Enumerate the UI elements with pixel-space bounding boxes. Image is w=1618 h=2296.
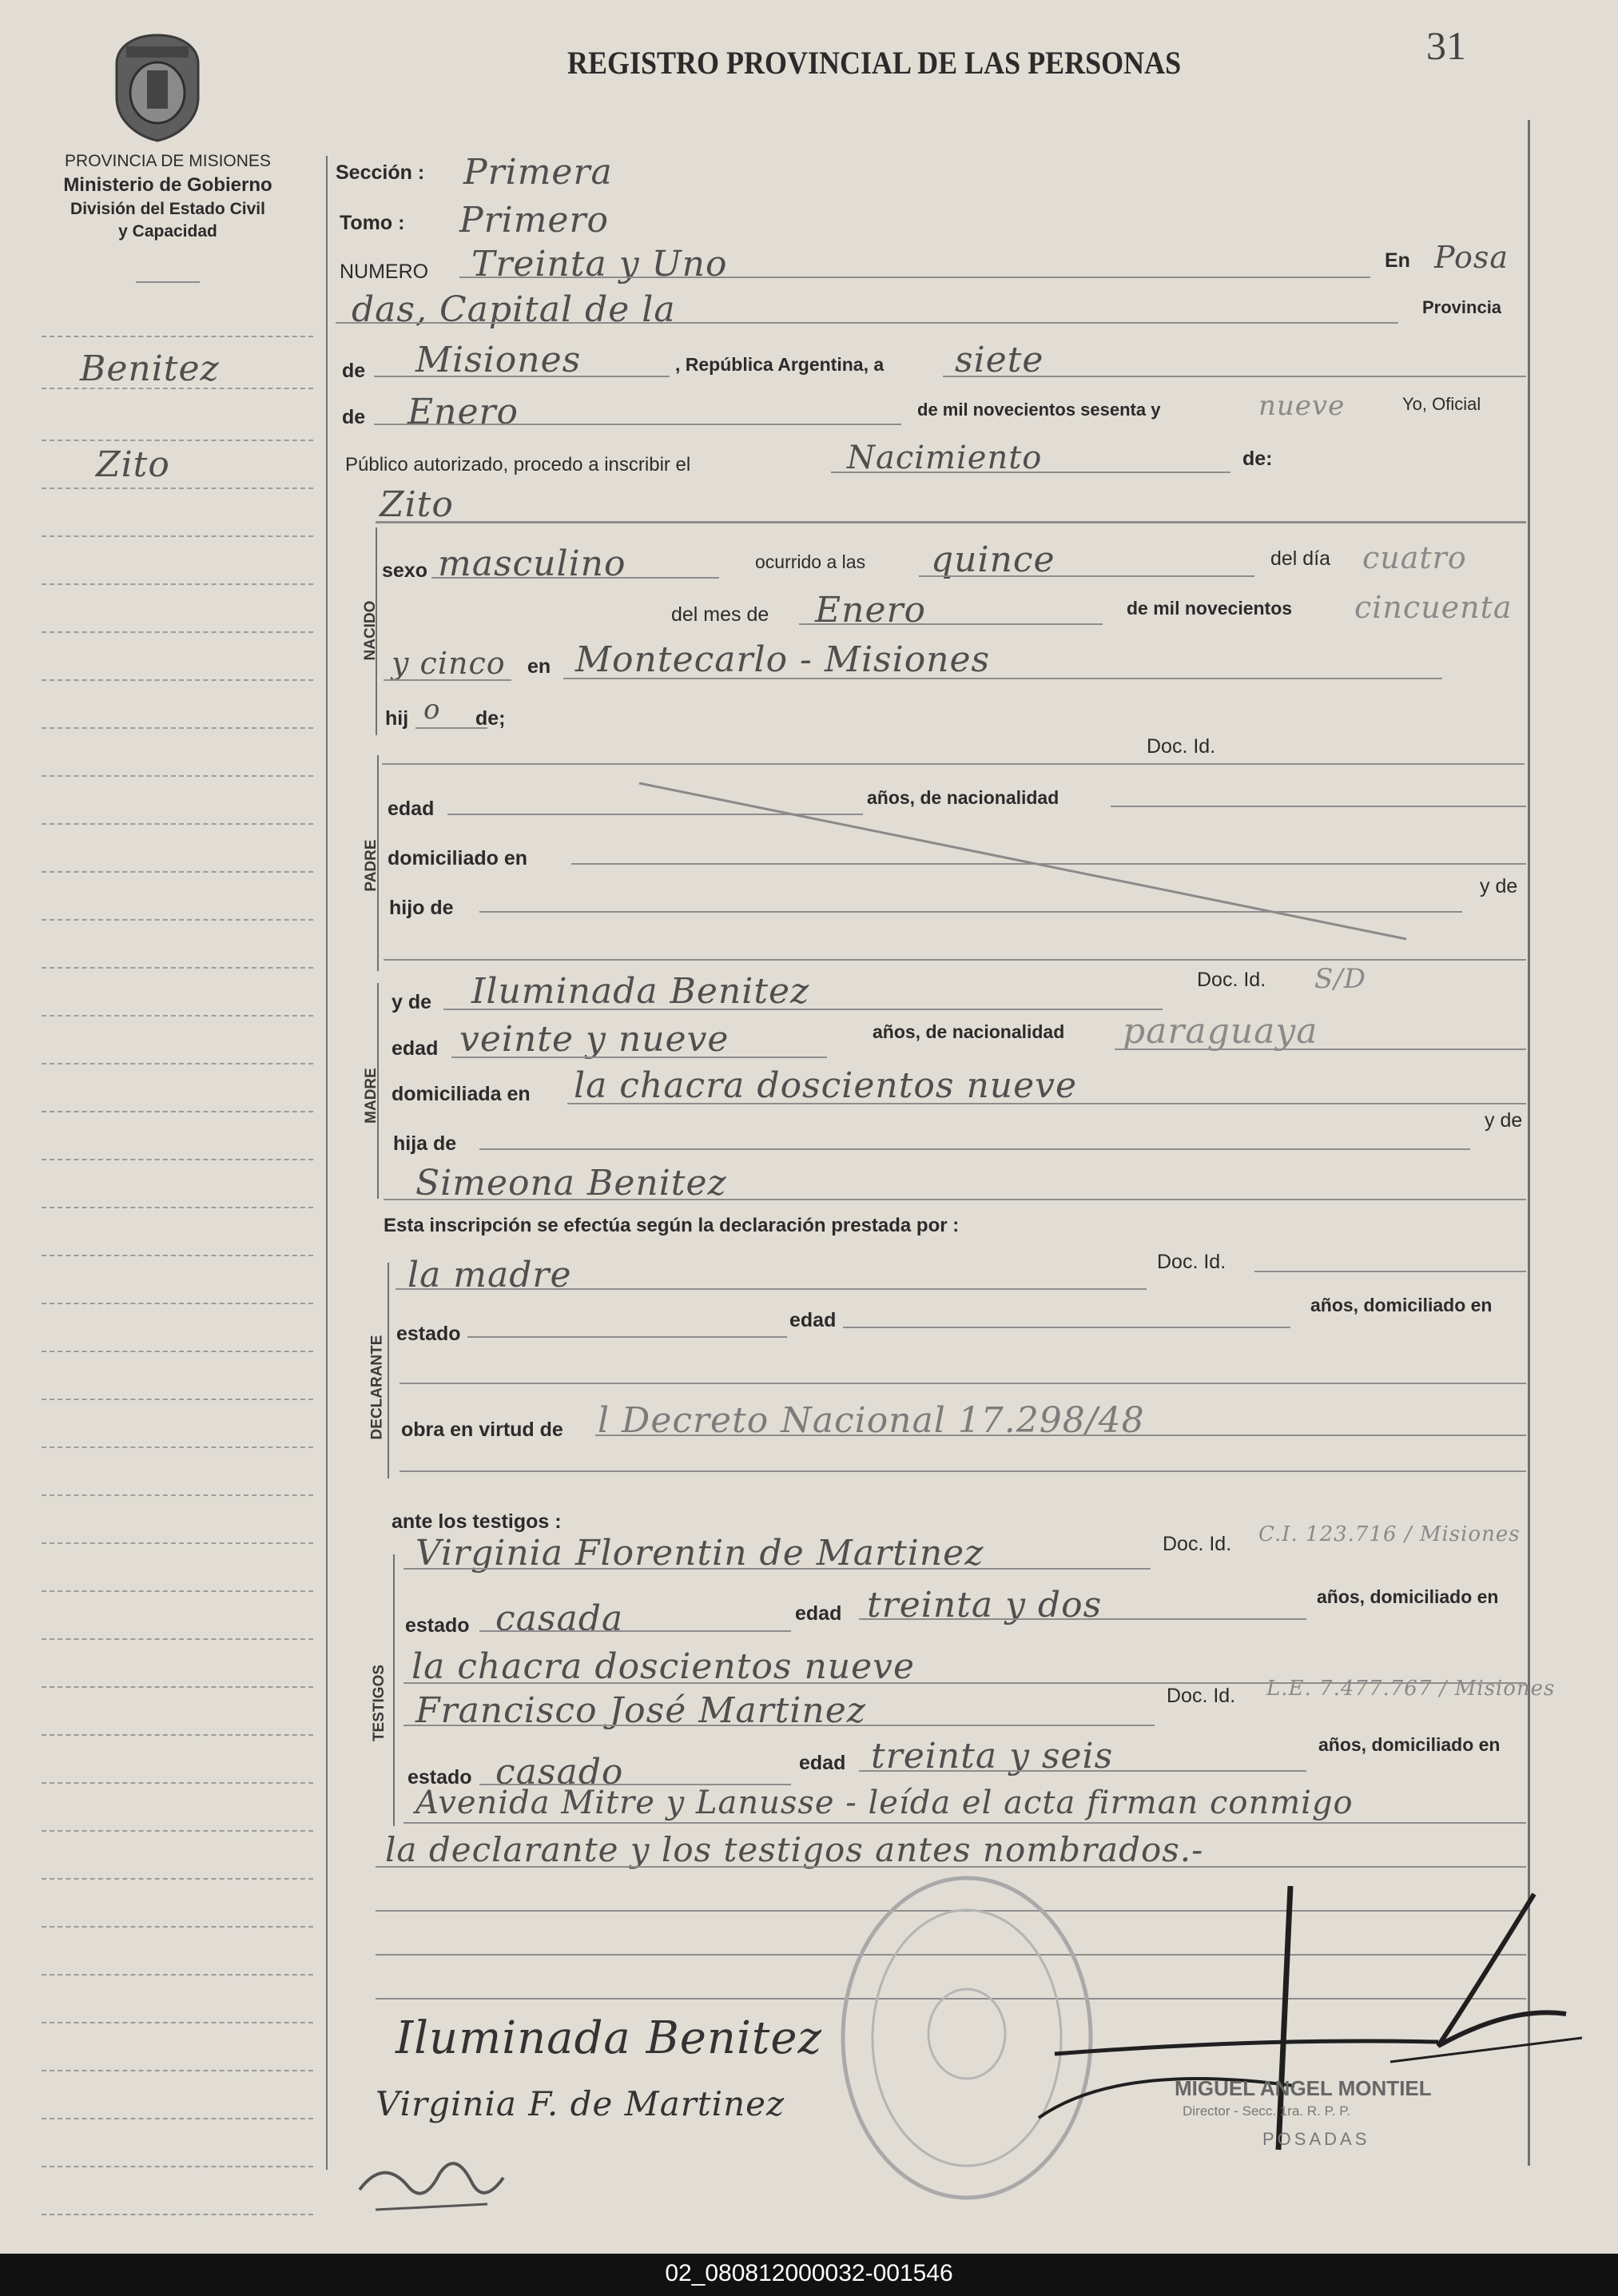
madre-dom-value: la chacra doscientos nueve bbox=[574, 1065, 1078, 1106]
nacido-dia-value: cuatro bbox=[1362, 540, 1467, 575]
nacido-mes-value: Enero bbox=[815, 590, 927, 631]
declarante-dom-label: años, domiciliado en bbox=[1310, 1295, 1493, 1315]
padre-dom-label: domiciliado en bbox=[388, 847, 528, 869]
coat-of-arms-seal bbox=[102, 30, 213, 144]
tomo-label: Tomo : bbox=[340, 212, 405, 234]
madre-hija-label: hija de bbox=[393, 1132, 457, 1155]
declarante-edad-label: edad bbox=[789, 1309, 837, 1331]
footer-bar bbox=[0, 2254, 1618, 2296]
org-line4: y Capacidad bbox=[118, 222, 217, 241]
mil-label: de mil novecientos bbox=[1127, 598, 1293, 619]
tomo-value: Primero bbox=[459, 200, 609, 241]
declarante-obra-value: l Decreto Nacional 17.298/48 bbox=[598, 1400, 1145, 1441]
line2-value: das, Capital de la bbox=[352, 289, 676, 330]
numero-value: Treinta y Uno bbox=[471, 244, 728, 285]
t2-dom-label: años, domiciliado en bbox=[1318, 1734, 1501, 1755]
madre-doc-label: Doc. Id. bbox=[1197, 969, 1266, 991]
yo-label: Yo, Oficial bbox=[1402, 394, 1481, 414]
en-label: En bbox=[1385, 249, 1410, 272]
publico-label: Público autorizado, procedo a inscribir el bbox=[345, 454, 691, 476]
padre-strikeout bbox=[623, 767, 1422, 951]
seccion-label: Sección : bbox=[336, 161, 425, 184]
declarante-nombre: la madre bbox=[407, 1255, 572, 1295]
hij-de-label: de; bbox=[475, 707, 506, 730]
testigos-section-border bbox=[393, 1554, 395, 1826]
t2-doc-label: Doc. Id. bbox=[1167, 1685, 1236, 1707]
padre-hijo-label: hijo de bbox=[389, 897, 454, 919]
del-dia-label: del día bbox=[1270, 547, 1331, 570]
padre-yde-label: y de bbox=[1480, 875, 1518, 897]
sexo-value: masculino bbox=[438, 543, 626, 584]
anio-value: nueve bbox=[1258, 390, 1346, 422]
official-name: MIGUEL ANGEL MONTIEL bbox=[1175, 2076, 1432, 2100]
signature-2: Virginia F. de Martinez bbox=[376, 2084, 785, 2123]
sexo-label: sexo bbox=[382, 559, 427, 582]
declarante-section-border bbox=[388, 1263, 389, 1478]
padre-nac-label: años, de nacionalidad bbox=[867, 787, 1059, 808]
anio-value1: cincuenta bbox=[1354, 590, 1513, 625]
mes-value: Enero bbox=[407, 392, 519, 432]
org-line2: Ministerio de Gobierno bbox=[63, 174, 272, 196]
main-right-border bbox=[1528, 120, 1530, 2166]
t2-estado-label: estado bbox=[407, 1766, 472, 1789]
nacido-section-label: NACIDO bbox=[362, 600, 379, 661]
official-signature bbox=[1023, 1878, 1582, 2166]
madre-edad-label: edad bbox=[392, 1037, 439, 1060]
t1-doc-label: Doc. Id. bbox=[1163, 1533, 1232, 1555]
numero-label: NUMERO bbox=[340, 261, 429, 283]
margin-given-name: Zito bbox=[96, 444, 170, 485]
nacido-en-label: en bbox=[527, 655, 551, 678]
hij-label: hij bbox=[385, 707, 409, 730]
seccion-value: Primera bbox=[463, 152, 613, 193]
padre-section-label: PADRE bbox=[363, 839, 380, 892]
org-underline bbox=[136, 281, 200, 283]
anio-label: de mil novecientos sesenta y bbox=[917, 400, 1161, 420]
t1-estado-label: estado bbox=[405, 1614, 470, 1637]
org-block bbox=[16, 152, 320, 241]
lugar-value: Montecarlo - Misiones bbox=[575, 639, 991, 680]
dia-value: siete bbox=[955, 340, 1044, 380]
t2-edad-value: treinta y seis bbox=[871, 1736, 1114, 1777]
madre-yde2-label: y de bbox=[1485, 1109, 1523, 1132]
footer-id: 02_080812000032-001546 bbox=[665, 2260, 953, 2286]
main-left-border bbox=[326, 156, 328, 2170]
declarante-section-label: DECLARANTE bbox=[368, 1335, 386, 1440]
en-value: Posa bbox=[1434, 240, 1509, 275]
de-value: Misiones bbox=[415, 340, 582, 380]
hora-value: quince bbox=[931, 539, 1055, 580]
t1-edad-label: edad bbox=[795, 1602, 842, 1625]
de-label: de bbox=[342, 360, 366, 382]
nacido-name: Zito bbox=[380, 484, 454, 525]
padre-edad-label: edad bbox=[388, 798, 435, 820]
org-line1: PROVINCIA DE MISIONES bbox=[65, 152, 271, 170]
t1-dom-label: años, domiciliado en bbox=[1317, 1586, 1499, 1607]
del-mes-label: del mes de bbox=[671, 603, 769, 626]
t1-edad-value: treinta y dos bbox=[867, 1585, 1103, 1626]
republica-label: , República Argentina, a bbox=[675, 354, 885, 375]
declarante-obra-label: obra en virtud de bbox=[401, 1419, 563, 1441]
madre-nac-label: años, de nacionalidad bbox=[873, 1021, 1065, 1042]
madre-section-label: MADRE bbox=[363, 1068, 380, 1124]
testigos-section-label: TESTIGOS bbox=[371, 1664, 388, 1742]
provincia-label: Provincia bbox=[1422, 297, 1502, 317]
anio-value2: y cinco bbox=[392, 646, 506, 681]
declarante-intro: Esta inscripción se efectúa según la declaración prestada por : bbox=[384, 1215, 960, 1236]
t2-dom-value: Avenida Mitre y Lanusse - leída el acta firman conmigo bbox=[415, 1785, 1354, 1821]
nacido-doc-label: Doc. Id. bbox=[1147, 735, 1216, 758]
madre-doc-value: S/D bbox=[1314, 963, 1367, 995]
t2-doc-value: L.E. 7.477.767 / Misiones bbox=[1266, 1677, 1556, 1701]
t2-estado-value: casado bbox=[495, 1752, 624, 1793]
t2-nombre: Francisco José Martinez bbox=[415, 1690, 866, 1731]
declarante-estado-label: estado bbox=[396, 1323, 461, 1345]
testigos-intro: ante los testigos : bbox=[392, 1510, 562, 1533]
official-title: Director - Secc. 1ra. R. P. P. bbox=[1183, 2103, 1351, 2119]
de3-label: de: bbox=[1242, 448, 1273, 470]
acto-value: Nacimiento bbox=[847, 440, 1043, 476]
de2-label: de bbox=[342, 406, 366, 428]
hij-value: o bbox=[423, 694, 441, 726]
madre-nombre: Iluminada Benitez bbox=[471, 971, 810, 1012]
signature-3 bbox=[352, 2142, 511, 2222]
madre-nac-value: paraguaya bbox=[1123, 1011, 1318, 1052]
page-number: 31 bbox=[1426, 23, 1466, 68]
declarante-doc-label: Doc. Id. bbox=[1157, 1251, 1226, 1273]
margin-surname: Benitez bbox=[80, 348, 220, 389]
ocurrido-label: ocurrido a las bbox=[755, 551, 866, 572]
madre-edad-value: veinte y nueve bbox=[459, 1019, 729, 1060]
t2-edad-label: edad bbox=[799, 1752, 846, 1774]
t1-doc-value: C.I. 123.716 / Misiones bbox=[1258, 1522, 1521, 1546]
madre-padres-value: Simeona Benitez bbox=[415, 1163, 727, 1204]
cierre-text: la declarante y los testigos antes nombrados.- bbox=[385, 1830, 1204, 1869]
signature-1: Iluminada Benitez bbox=[396, 2012, 823, 2064]
t1-nombre: Virginia Florentin de Martinez bbox=[415, 1533, 984, 1574]
t1-estado-value: casada bbox=[495, 1598, 624, 1639]
madre-dom-label: domiciliada en bbox=[392, 1083, 531, 1105]
official-city: POSADAS bbox=[1262, 2129, 1370, 2149]
org-line3: División del Estado Civil bbox=[70, 200, 265, 218]
t1-dom-value: la chacra doscientos nueve bbox=[411, 1646, 916, 1687]
page-title: REGISTRO PROVINCIAL DE LAS PERSONAS bbox=[567, 45, 1182, 81]
madre-yde-label: y de bbox=[392, 991, 432, 1013]
